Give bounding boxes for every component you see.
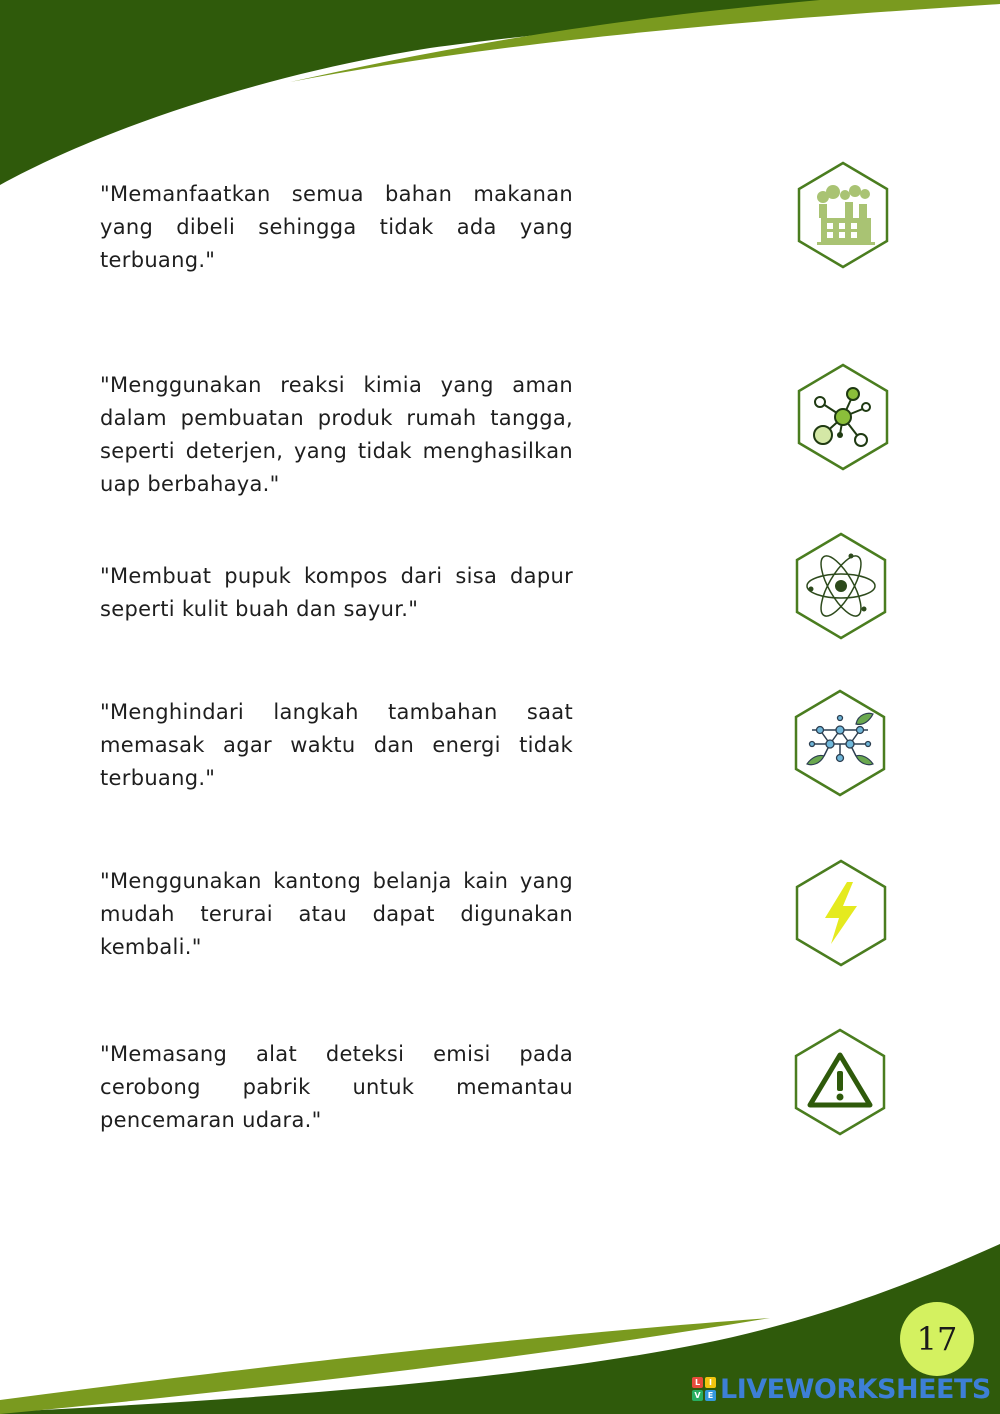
lightning-icon <box>791 858 891 968</box>
logo-tiles <box>692 1377 716 1401</box>
statement-1: "Memanfaatkan semua bahan makanan yang dibeli sehingga tidak ada yang terbuang." <box>100 182 573 272</box>
statement-6: "Memasang alat deteksi emisi pada cerobong pabrik untuk memantau pencemaran udara." <box>100 1042 573 1132</box>
liveworksheets-logo[interactable] <box>692 1374 991 1404</box>
statement-4: "Menghindari langkah tambahan saat memasak agar waktu dan energi tidak terbuang." <box>100 700 573 790</box>
logo-tile-l: L <box>692 1377 703 1388</box>
statement-3: "Membuat pupuk kompos dari sisa dapur seperti kulit buah dan sayur." <box>100 564 573 621</box>
page-number-badge <box>900 1302 974 1376</box>
bio-network-icon <box>790 688 890 798</box>
logo-tile-i: I <box>705 1377 716 1388</box>
statement-5: "Menggunakan kantong belanja kain yang mudah terurai atau dapat digunakan kembali." <box>100 869 573 959</box>
page-number: 17 <box>916 1320 958 1358</box>
factory-icon <box>793 160 893 270</box>
atom-icon <box>791 531 891 641</box>
warning-icon <box>790 1027 890 1137</box>
statement-2: "Menggunakan reaksi kimia yang aman dalam pembuatan produk rumah tangga, seperti deterjen, yang tidak menghasilkan uap berbahaya." <box>100 373 573 496</box>
logo-tile-v: V <box>692 1390 703 1401</box>
molecule-icon <box>793 362 893 472</box>
logo-wordmark: LIVEWORKSHEETS <box>720 1373 991 1405</box>
logo-tile-e: E <box>705 1390 716 1401</box>
